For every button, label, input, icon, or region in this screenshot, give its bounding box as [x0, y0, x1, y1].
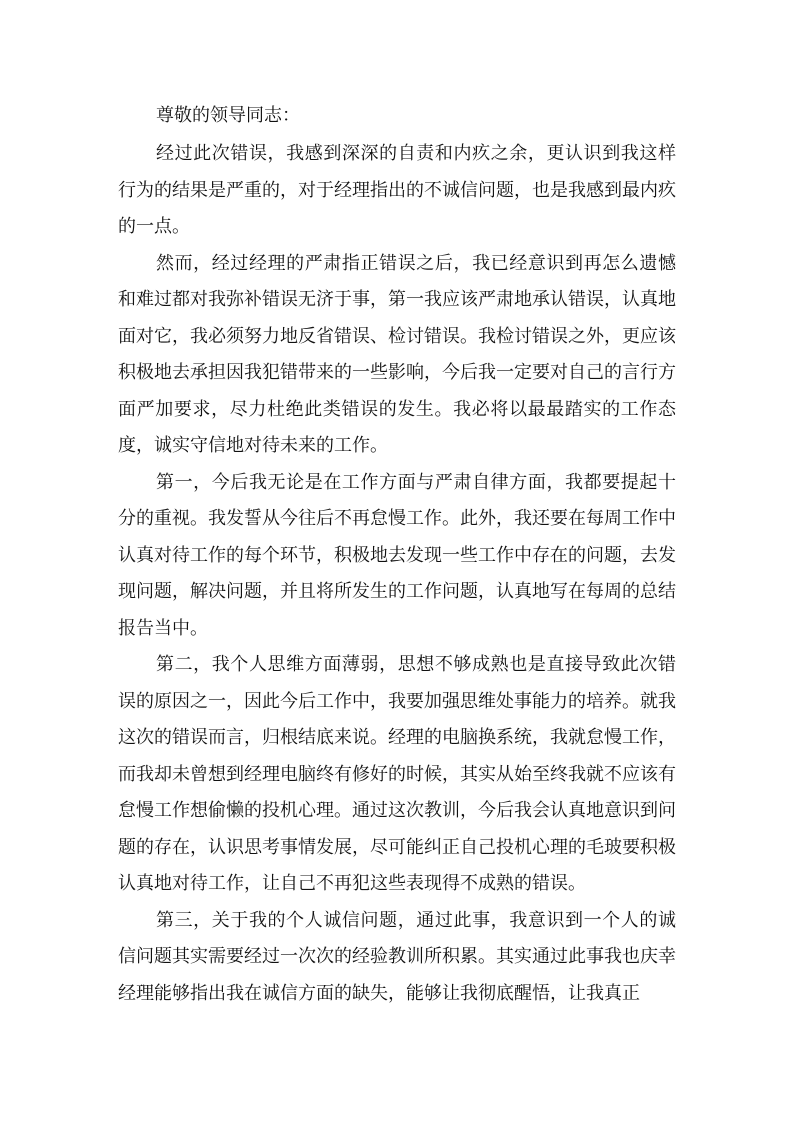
paragraph-2: 然而，经过经理的严肃指正错误之后，我已经意识到再怎么遗憾和难过都对我弥补错误无济于事，第一我应该严肃地承认错误，认真地面对它，我必须努力地反省错误、检讨错误。我检讨错误之外，更应该积极地去承担因我犯错带来的一些影响，今后我一定要对自己的言行方面严加要求，尽力杜绝此类错误的发生。我必将以最最踏实的工作态度，诚实守信地对待未来的工作。 [118, 252, 676, 456]
paragraph-1: 经过此次错误，我感到深深的自责和内疚之余，更认识到我这样行为的结果是严重的，对于经理指出的不诚信问题，也是我感到最内疚的一点。 [118, 143, 676, 237]
paragraph-4: 第二，我个人思维方面薄弱，思想不够成熟也是直接导致此次错误的原因之一，因此今后工作中，我要加强思维处事能力的培养。就我这次的错误而言，归根结底来说。经理的电脑换系统，我就怠慢工作，而我却未曾想到经理电脑终有修好的时候，其实从始至终我就不应该有怠慢工作想偷懒的投机心理。通过这次教训，今后我会认真地意识到问题的存在，认识思考事情发展，尽可能纠正自己投机心理的毛玻要积极认真地对待工作，让自己不再犯这些表现得不成熟的错误。 [118, 654, 676, 894]
salutation: 尊敬的领导同志： [156, 105, 300, 126]
paragraph-3: 第一，今后我无论是在工作方面与严肃自律方面，我都要提起十分的重视。我发誓从今往后不再怠慢工作。此外，我还要在每周工作中认真对待工作的每个环节，积极地去发现一些工作中存在的问题，去发现问题，解决问题，并且将所发生的工作问题，认真地写在每周的总结报告当中。 [118, 471, 676, 639]
paragraph-5: 第三，关于我的个人诚信问题，通过此事，我意识到一个人的诚信问题其实需要经过一次次的经验教训所积累。其实通过此事我也庆幸经理能够指出我在诚信方面的缺失，能够让我彻底醒悟，让我真正 [118, 909, 676, 1004]
